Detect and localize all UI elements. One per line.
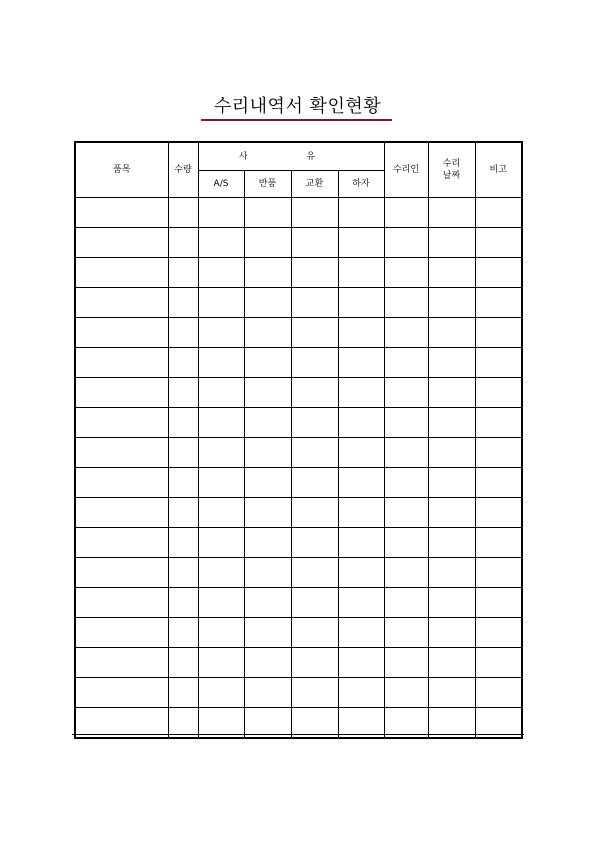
table-cell: [75, 528, 168, 558]
table-cell: [428, 498, 475, 528]
table-row: [75, 558, 522, 588]
table-cell: [338, 288, 384, 318]
table-cell: [75, 468, 168, 498]
table-cell: [75, 228, 168, 258]
table-cell: [475, 468, 522, 498]
table-cell: [244, 588, 291, 618]
table-cell: [291, 198, 338, 228]
table-cell: [168, 468, 198, 498]
table-cell: [168, 408, 198, 438]
table-cell: [384, 528, 428, 558]
table-cell: [244, 468, 291, 498]
table-cell: [475, 438, 522, 468]
table-row: [75, 678, 522, 708]
table-cell: [244, 528, 291, 558]
table-row: [75, 468, 522, 498]
table-cell: [75, 678, 168, 708]
table-cell: [428, 288, 475, 318]
table-cell: [384, 288, 428, 318]
table-cell: [198, 468, 244, 498]
header-item: 품목: [75, 142, 168, 198]
table-cell: [168, 588, 198, 618]
table-cell: [291, 648, 338, 678]
table-cell: [384, 588, 428, 618]
table-cell: [291, 588, 338, 618]
table-cell: [428, 198, 475, 228]
table-cell: [475, 318, 522, 348]
table-cell: [244, 348, 291, 378]
table-cell: [291, 528, 338, 558]
table-cell: [428, 528, 475, 558]
table-cell: [384, 408, 428, 438]
table-cell: [475, 648, 522, 678]
table-cell: [428, 348, 475, 378]
table-row: [75, 258, 522, 288]
table-row: [75, 498, 522, 528]
table-cell: [338, 588, 384, 618]
header-repair-date-line2: 날짜: [442, 171, 461, 181]
table-cell: [198, 678, 244, 708]
table-cell: [475, 288, 522, 318]
table-cell: [291, 348, 338, 378]
header-reason-return: 반품: [244, 171, 291, 198]
table-cell: [198, 228, 244, 258]
header-repair-date-line1: 수리: [442, 159, 461, 169]
table-cell: [428, 258, 475, 288]
table-row: [75, 318, 522, 348]
table-cell: [338, 198, 384, 228]
table-cell: [384, 648, 428, 678]
table-cell: [291, 378, 338, 408]
title-underline: [201, 119, 392, 121]
table-cell: [475, 198, 522, 228]
table-cell: [428, 318, 475, 348]
table-cell: [75, 498, 168, 528]
table-cell: [384, 438, 428, 468]
table-cell: [168, 378, 198, 408]
table-row: [75, 588, 522, 618]
table-row: [75, 378, 522, 408]
table-row: [75, 288, 522, 318]
table-cell: [75, 318, 168, 348]
table-row: [75, 198, 522, 228]
table-cell: [75, 408, 168, 438]
table-cell: [198, 528, 244, 558]
table-cell: [75, 198, 168, 228]
table-cell: [475, 348, 522, 378]
table-cell: [168, 438, 198, 468]
table-cell: [291, 228, 338, 258]
table-cell: [198, 288, 244, 318]
table-cell: [384, 498, 428, 528]
table-cell: [244, 618, 291, 648]
table-cell: [244, 288, 291, 318]
table-cell: [244, 648, 291, 678]
table-cell: [244, 318, 291, 348]
table-cell: [428, 558, 475, 588]
table-cell: [475, 588, 522, 618]
table-cell: [244, 408, 291, 438]
table-cell: [75, 588, 168, 618]
table-cell: [475, 258, 522, 288]
table-cell: [338, 348, 384, 378]
table-cell: [75, 258, 168, 288]
table-cell: [75, 378, 168, 408]
table-row: [75, 618, 522, 648]
table-cell: [338, 558, 384, 588]
table-cell: [168, 228, 198, 258]
table-cell: [428, 468, 475, 498]
table-cell: [168, 678, 198, 708]
table-cell: [168, 498, 198, 528]
table-cell: [75, 438, 168, 468]
table-cell: [75, 648, 168, 678]
table-cell: [428, 588, 475, 618]
table-cell: [244, 198, 291, 228]
repair-record-table: [74, 141, 523, 739]
table-cell: [198, 498, 244, 528]
header-reason-exchange: 교환: [291, 171, 338, 198]
table-cell: [291, 558, 338, 588]
table-cell: [338, 648, 384, 678]
table-cell: [75, 288, 168, 318]
table-cell: [338, 528, 384, 558]
table-cell: [291, 618, 338, 648]
table-cell: [428, 438, 475, 468]
table-cell: [168, 558, 198, 588]
table-cell: [291, 318, 338, 348]
table-cell: [244, 228, 291, 258]
table-cell: [338, 258, 384, 288]
table-row: [75, 228, 522, 258]
table-cell: [475, 678, 522, 708]
table-cell: [291, 288, 338, 318]
table-cell: [475, 408, 522, 438]
table-cell: [475, 558, 522, 588]
table-cell: [338, 318, 384, 348]
table-cell: [244, 678, 291, 708]
table-cell: [244, 498, 291, 528]
header-remarks: 비고: [475, 142, 522, 198]
table-cell: [338, 408, 384, 438]
table-cell: [338, 618, 384, 648]
table-cell: [428, 408, 475, 438]
header-quantity: 수량: [168, 142, 198, 198]
document-title: 수리내역서 확인현황: [213, 96, 382, 117]
table-row: [75, 528, 522, 558]
table-row: [75, 648, 522, 678]
table-cell: [198, 348, 244, 378]
table-row: [75, 408, 522, 438]
table-cell: [198, 438, 244, 468]
table-cell: [291, 678, 338, 708]
table-cell: [198, 408, 244, 438]
table-cell: [475, 498, 522, 528]
table-cell: [168, 528, 198, 558]
table-cell: [384, 198, 428, 228]
table-cell: [75, 558, 168, 588]
table-cell: [384, 228, 428, 258]
header-reason-as: A/S: [198, 171, 244, 198]
table-cell: [168, 618, 198, 648]
header-reason: 사 유: [198, 142, 384, 171]
table-cell: [198, 618, 244, 648]
table-cell: [475, 528, 522, 558]
table-cell: [428, 228, 475, 258]
table-cell: [168, 288, 198, 318]
table-cell: [338, 468, 384, 498]
table-cell: [198, 378, 244, 408]
table-cell: [384, 348, 428, 378]
table-cell: [168, 198, 198, 228]
table-cell: [428, 648, 475, 678]
table-cell: [198, 258, 244, 288]
table-cell: [475, 618, 522, 648]
table-cell: [198, 558, 244, 588]
table-cell: [338, 678, 384, 708]
table-cell: [168, 258, 198, 288]
table-cell: [198, 198, 244, 228]
table-cell: [384, 468, 428, 498]
table-row: [75, 438, 522, 468]
table-cell: [428, 378, 475, 408]
table-cell: [244, 558, 291, 588]
table-cell: [168, 648, 198, 678]
table-cell: [168, 348, 198, 378]
table-cell: [384, 378, 428, 408]
table-cell: [384, 618, 428, 648]
table-cell: [198, 648, 244, 678]
table-cell: [291, 498, 338, 528]
table-cell: [338, 498, 384, 528]
table-cell: [428, 618, 475, 648]
table-cell: [198, 318, 244, 348]
table-cell: [168, 318, 198, 348]
table-cell: [338, 228, 384, 258]
table-cell: [428, 678, 475, 708]
table-cell: [75, 348, 168, 378]
table-cell: [75, 618, 168, 648]
table-cell: [384, 678, 428, 708]
table-cell: [291, 258, 338, 288]
header-reason-defect: 하자: [338, 171, 384, 198]
table-cell: [244, 378, 291, 408]
table-header-row-1: [75, 142, 522, 171]
table-cell: [244, 258, 291, 288]
table-cell: [291, 468, 338, 498]
table-cell: [338, 378, 384, 408]
table-cell: [475, 228, 522, 258]
table-row: [75, 348, 522, 378]
table-cell: [475, 378, 522, 408]
table-cell: [198, 588, 244, 618]
table-body: [75, 198, 522, 739]
table-cell: [384, 258, 428, 288]
table-cell: [291, 408, 338, 438]
table-cell: [384, 558, 428, 588]
table-cell: [384, 318, 428, 348]
header-repairer: 수리인: [384, 142, 428, 198]
table-cell: [338, 438, 384, 468]
table-cell: [244, 438, 291, 468]
bottom-rule: [72, 734, 524, 735]
table-cell: [291, 438, 338, 468]
header-repair-date: [428, 142, 475, 198]
